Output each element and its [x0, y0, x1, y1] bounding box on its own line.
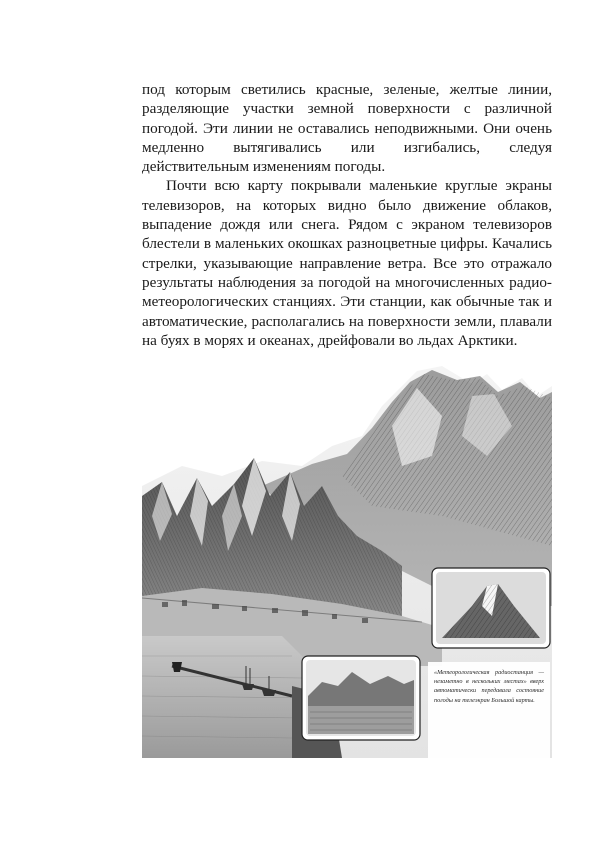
inset-coast — [302, 656, 420, 740]
paragraph-1: под которым светились красные, зеленые, желтые линии, разделяющие участки земной поверхности с различной погодой. Эти линии не оставались неподвижными. Они очень медленно вытягивались или изгибались, следуя действительным изменениям погоды. — [142, 81, 552, 176]
inset-peak — [432, 568, 550, 648]
paragraph-2: Почти всю карту покрывали маленькие круглые экраны телевизоров, на которых видно было движение облаков, выпадение дождя или снега. Рядом с экраном телевизоров блестели в маленьких окошках разноцветные цифры. Качались стрелки, указывающие направление ветра. Все это отражало результаты наблюдения за погодой на многочисленных радио-метеорологических станциях. Эти станции, как обычные так и автоматические, располагались на поверхности земли, плавали на буях в морях и океанах, дрейфовали во льдах Арктики. — [142, 177, 552, 349]
body-text — [142, 80, 552, 350]
figure-caption: «Метеорологическая радиостанция — незаметно в нескольких местах» вверх автоматически передавала состояние погоды на телеэкран Большой карты. — [434, 669, 544, 704]
